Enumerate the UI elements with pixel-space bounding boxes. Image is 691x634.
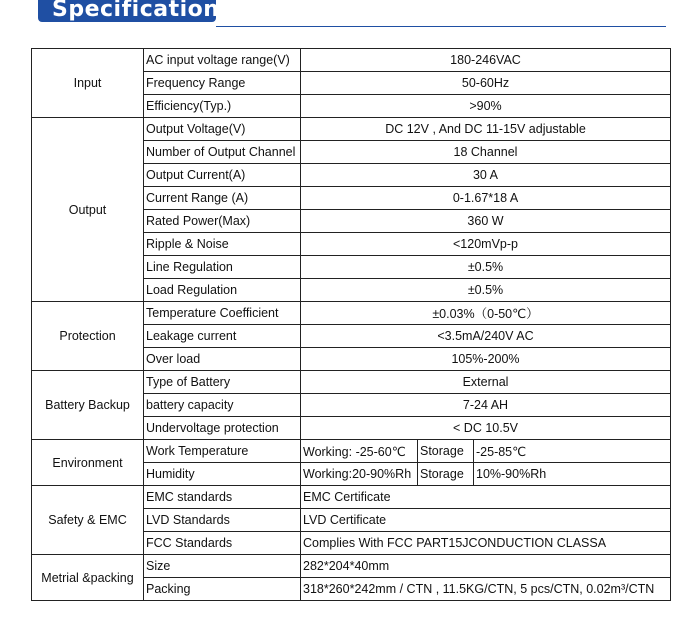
section-label: Protection — [32, 302, 144, 371]
parameter-value: ±0.5% — [301, 256, 671, 279]
parameter-name: Current Range (A) — [144, 187, 301, 210]
storage-value: -25-85℃ — [474, 440, 671, 463]
parameter-name: battery capacity — [144, 394, 301, 417]
parameter-name: Frequency Range — [144, 72, 301, 95]
section-label: Metrial &packing — [32, 555, 144, 601]
parameter-name: FCC Standards — [144, 532, 301, 555]
section-label: Environment — [32, 440, 144, 486]
parameter-value: External — [301, 371, 671, 394]
parameter-name: Packing — [144, 578, 301, 601]
page-title: Specification — [52, 0, 220, 22]
parameter-value: ±0.5% — [301, 279, 671, 302]
storage-label: Storage — [418, 440, 474, 463]
specification-header-tab — [38, 0, 220, 22]
parameter-name: Humidity — [144, 463, 301, 486]
parameter-value: 30 A — [301, 164, 671, 187]
header-divider-line — [216, 26, 666, 27]
storage-value: 10%-90%Rh — [474, 463, 671, 486]
parameter-name: Ripple & Noise — [144, 233, 301, 256]
parameter-name: AC input voltage range(V) — [144, 49, 301, 72]
parameter-value: 7-24 AH — [301, 394, 671, 417]
parameter-name: Undervoltage protection — [144, 417, 301, 440]
parameter-value: <3.5mA/240V AC — [301, 325, 671, 348]
parameter-value: Complies With FCC PART15JCONDUCTION CLASSA — [301, 532, 671, 555]
parameter-name: Type of Battery — [144, 371, 301, 394]
parameter-value: 282*204*40mm — [301, 555, 671, 578]
parameter-name: Rated Power(Max) — [144, 210, 301, 233]
parameter-name: Number of Output Channel — [144, 141, 301, 164]
table-row — [32, 486, 671, 509]
parameter-value: LVD Certificate — [301, 509, 671, 532]
section-label: Output — [32, 118, 144, 302]
section-label: Battery Backup — [32, 371, 144, 440]
parameter-name: Temperature Coefficient — [144, 302, 301, 325]
parameter-name: Line Regulation — [144, 256, 301, 279]
parameter-name: Work Temperature — [144, 440, 301, 463]
working-value: Working:20-90%Rh — [301, 463, 418, 486]
parameter-name: Leakage current — [144, 325, 301, 348]
table-row — [32, 440, 671, 463]
parameter-value: 360 W — [301, 210, 671, 233]
section-label: Safety & EMC — [32, 486, 144, 555]
specification-table-body — [32, 49, 671, 601]
table-row — [32, 118, 671, 141]
parameter-value: 318*260*242mm / CTN , 11.5KG/CTN, 5 pcs/CTN, 0.02m³/CTN — [301, 578, 671, 601]
table-row — [32, 371, 671, 394]
parameter-value: EMC Certificate — [301, 486, 671, 509]
parameter-value: >90% — [301, 95, 671, 118]
working-value: Working: -25-60℃ — [301, 440, 418, 463]
parameter-name: EMC standards — [144, 486, 301, 509]
section-label: Input — [32, 49, 144, 118]
table-row — [32, 302, 671, 325]
parameter-value: <120mVp-p — [301, 233, 671, 256]
parameter-name: Output Voltage(V) — [144, 118, 301, 141]
parameter-name: Load Regulation — [144, 279, 301, 302]
parameter-name: LVD Standards — [144, 509, 301, 532]
parameter-name: Efficiency(Typ.) — [144, 95, 301, 118]
parameter-name: Output Current(A) — [144, 164, 301, 187]
parameter-name: Over load — [144, 348, 301, 371]
parameter-value: < DC 10.5V — [301, 417, 671, 440]
parameter-value: DC 12V , And DC 11-15V adjustable — [301, 118, 671, 141]
specification-table — [31, 48, 671, 601]
parameter-name: Size — [144, 555, 301, 578]
table-row — [32, 555, 671, 578]
parameter-value: 180-246VAC — [301, 49, 671, 72]
parameter-value: 18 Channel — [301, 141, 671, 164]
table-row — [32, 49, 671, 72]
parameter-value: 105%-200% — [301, 348, 671, 371]
parameter-value: ±0.03%（0-50℃） — [301, 302, 671, 325]
parameter-value: 0-1.67*18 A — [301, 187, 671, 210]
parameter-value: 50-60Hz — [301, 72, 671, 95]
storage-label: Storage — [418, 463, 474, 486]
